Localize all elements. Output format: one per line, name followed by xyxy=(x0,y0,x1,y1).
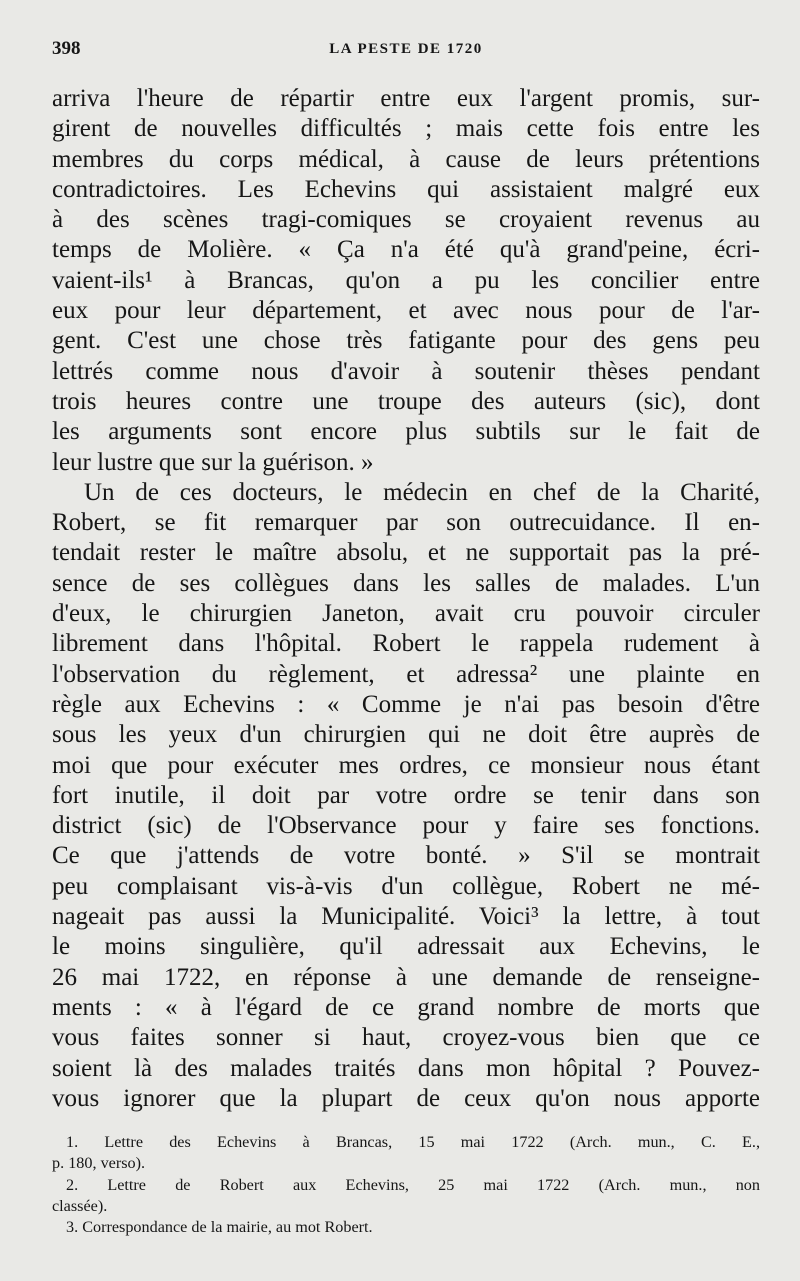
text-line: vous faites sonner si haut, croyez-vous bien que ce xyxy=(52,1024,760,1052)
text-line: Un de ces docteurs, le médecin en chef de la Charité, xyxy=(84,478,760,506)
text-line: arriva l'heure de répartir entre eux l'argent promis, sur- xyxy=(52,85,760,112)
running-title: LA PESTE DE 1720 xyxy=(329,41,483,57)
text-line: soient là des malades traités dans mon hôpital ? Pouvez- xyxy=(52,1054,760,1082)
text-line: lettrés comme nous d'avoir à soutenir thèses pendant xyxy=(52,357,760,385)
footnote: 1. Lettre des Echevins à Brancas, 15 mai 1722 (Arch. mun., C. E., xyxy=(66,1133,760,1151)
text-line: gent. C'est une chose très fatigante pour des gens peu xyxy=(52,327,760,355)
text-line: nageait pas aussi la Municipalité. Voici³ la lettre, à tout xyxy=(52,903,760,931)
page-number: 398 xyxy=(52,38,81,59)
text-line: moi que pour exécuter mes ordres, ce monsieur nous étant xyxy=(52,751,760,779)
text-line: vaient-ils¹ à Brancas, qu'on a pu les concilier entre xyxy=(52,266,760,294)
text-line: règle aux Echevins : « Comme je n'ai pas besoin d'être xyxy=(52,690,760,718)
text-line: Robert, se fit remarquer par son outrecuidance. Il en- xyxy=(52,509,760,537)
text-line: les arguments sont encore plus subtils sur le fait de xyxy=(52,418,760,446)
body-text xyxy=(52,84,760,1114)
running-header xyxy=(52,38,760,68)
footnote: 3. Correspondance de la mairie, au mot Robert. xyxy=(66,1218,373,1237)
footnote-continuation: classée). xyxy=(52,1196,108,1215)
text-line: sous les yeux d'un chirurgien qui ne doit être auprès de xyxy=(52,721,760,749)
text-line: l'observation du règlement, et adressa² une plainte en xyxy=(52,660,760,688)
text-line: contradictoires. Les Echevins qui assistaient malgré eux xyxy=(52,175,760,203)
footnote: 2. Lettre de Robert aux Echevins, 25 mai 1722 (Arch. mun., non xyxy=(66,1175,760,1194)
text-line: trois heures contre une troupe des auteurs (sic), dont xyxy=(52,387,760,415)
footnote-continuation: p. 180, verso). xyxy=(52,1154,146,1173)
text-line: ments : « à l'égard de ce grand nombre de morts que xyxy=(52,993,760,1021)
text-line: eux pour leur département, et avec nous pour de l'ar- xyxy=(52,297,760,325)
text-line: fort inutile, il doit par votre ordre se tenir dans son xyxy=(52,781,760,809)
text-line: 26 mai 1722, en réponse à une demande de renseigne- xyxy=(52,963,760,991)
text-line: tendait rester le maître absolu, et ne supportait pas la pré- xyxy=(52,539,760,567)
text-line: girent de nouvelles difficultés ; mais cette fois entre les xyxy=(52,115,760,143)
text-line: librement dans l'hôpital. Robert le rappela rudement à xyxy=(52,630,760,658)
text-line: sence de ses collègues dans les salles de malades. L'un xyxy=(52,569,760,597)
text-line: vous ignorer que la plupart de ceux qu'on nous apporte xyxy=(52,1084,760,1112)
text-line: membres du corps médical, à cause de leurs prétentions xyxy=(52,145,760,173)
text-line: peu complaisant vis-à-vis d'un collègue, Robert ne mé- xyxy=(52,872,760,900)
text-line: district (sic) de l'Observance pour y faire ses fonctions. xyxy=(52,812,760,840)
footnotes xyxy=(52,1132,760,1238)
text-line: d'eux, le chirurgien Janeton, avait cru pouvoir circuler xyxy=(52,600,760,628)
text-line: leur lustre que sur la guérison. » xyxy=(52,448,374,476)
text-line: le moins singulière, qu'il adressait aux Echevins, le xyxy=(52,933,760,961)
text-line: temps de Molière. « Ça n'a été qu'à grand'peine, écri- xyxy=(52,236,760,264)
text-line: à des scènes tragi-comiques se croyaient revenus au xyxy=(52,206,760,234)
text-line: Ce que j'attends de votre bonté. » S'il se montrait xyxy=(52,842,760,870)
